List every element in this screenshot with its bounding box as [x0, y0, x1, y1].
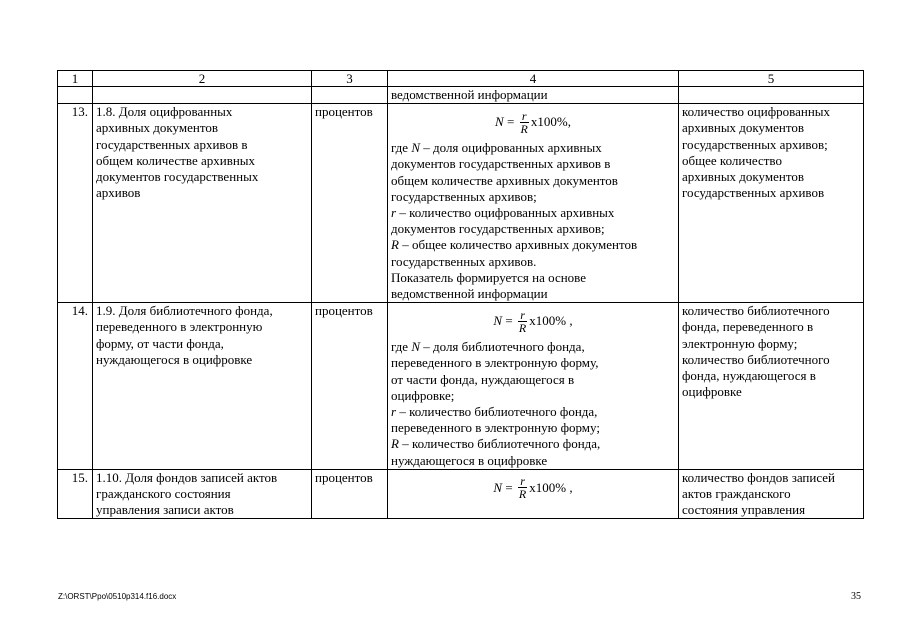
base-line: количество фондов записей [682, 469, 835, 485]
method-line: документов государственных архивов в [391, 156, 611, 172]
method-line: государственных архивов; [391, 188, 537, 204]
base-line: фонда, нуждающегося в [682, 368, 816, 384]
continuation-text: ведомственной информации [388, 87, 679, 104]
base-line: общее количество [682, 152, 782, 168]
base-line: архивных документов [682, 169, 804, 185]
indicator-line: архивов [96, 185, 141, 201]
base-indicators [679, 303, 864, 470]
method-line: государственных архивов. [391, 253, 537, 269]
formula-lhs: N [495, 114, 504, 130]
formula-eq: = [502, 479, 516, 495]
indicator-line: переведенного в электронную [96, 319, 263, 335]
base-line: архивных документов [682, 120, 804, 136]
row-number: 13. [58, 104, 93, 303]
formula-fraction [517, 475, 528, 500]
row-number: 15. [58, 469, 93, 519]
formula-lhs: N [493, 479, 503, 495]
method-line: R – общее количество архивных документов [391, 237, 638, 253]
method-line: где N – доля оцифрованных архивных [391, 140, 602, 156]
base-line: количество библиотечного [682, 303, 830, 319]
file-path: Z:\ORST\Ppo\0510p314.f16.docx [58, 592, 177, 601]
method-line: переведенного в электронную форму; [391, 420, 600, 436]
unit-of-measure: процентов [312, 303, 388, 470]
formula-numerator: r [521, 108, 527, 123]
formula-rhs: x100% [529, 313, 567, 329]
indicator-name [93, 104, 312, 303]
method-line: r – количество оцифрованных архивных [391, 205, 615, 221]
header-col-5: 5 [679, 71, 864, 87]
table-body [58, 104, 864, 519]
indicator-line: гражданского состояния [96, 486, 231, 502]
indicator-name [93, 469, 312, 519]
header-col-4: 4 [388, 71, 679, 87]
formula-numerator: r [520, 307, 525, 322]
method-line: где N – доля библиотечного фонда, [391, 339, 585, 355]
formula-eq: = [502, 313, 516, 329]
formula-lhs: N [493, 313, 503, 329]
formula [391, 470, 675, 506]
formula-rhs: x100% [529, 479, 567, 495]
indicator-line: архивных документов [96, 120, 218, 136]
indicator-line: государственных архивов в [96, 136, 248, 152]
header-col-1: 1 [58, 71, 93, 87]
method-line: переведенного в электронную форму, [391, 355, 599, 371]
method-line: документов государственных архивов; [391, 221, 605, 237]
formula-fraction [517, 309, 528, 334]
header-col-3: 3 [312, 71, 388, 87]
base-line: количество библиотечного [682, 351, 830, 367]
formula-denominator: R [520, 121, 528, 136]
indicator-line: документов государственных [96, 169, 259, 185]
indicator-line: 1.9. Доля библиотечного фонда, [96, 303, 273, 319]
base-line: актов гражданского [682, 486, 791, 502]
formula-numerator: r [520, 474, 525, 489]
unit-of-measure: процентов [312, 104, 388, 303]
method-line: нуждающегося в оцифровке [391, 452, 548, 468]
indicator-line: нуждающегося в оцифровке [96, 351, 253, 367]
base-indicators [679, 469, 864, 519]
calculation-method [388, 104, 679, 303]
base-line: количество оцифрованных [682, 104, 831, 120]
base-line: государственных архивов [682, 185, 825, 201]
formula-denominator: R [518, 320, 527, 335]
continuation-row [58, 87, 864, 104]
formula-denominator: R [518, 487, 527, 502]
method-line: ведомственной информации [391, 286, 548, 302]
indicator-line: форму, от части фонда, [96, 335, 224, 351]
base-line: фонда, переведенного в [682, 319, 814, 335]
formula-tail: , [567, 114, 571, 130]
base-line: государственных архивов; [682, 136, 828, 152]
table-row [58, 104, 864, 303]
method-line: Показатель формируется на основе [391, 269, 586, 285]
calculation-method [388, 303, 679, 470]
method-line: оцифровке; [391, 387, 455, 403]
base-indicators [679, 104, 864, 303]
base-line: состояния управления [682, 502, 806, 518]
table-row [58, 469, 864, 519]
indicator-table [57, 70, 864, 519]
header-row [58, 71, 864, 87]
formula-tail: , [566, 479, 573, 495]
formula-rhs: x100% [530, 114, 568, 130]
method-line: r – количество библиотечного фонда, [391, 404, 598, 420]
page-number: 35 [851, 591, 861, 602]
table-row [58, 303, 864, 470]
calculation-method [388, 469, 679, 519]
formula-eq: = [503, 114, 518, 130]
base-line: оцифровке [682, 384, 742, 400]
base-line: электронную форму; [682, 335, 798, 351]
unit-of-measure: процентов [312, 469, 388, 519]
formula [391, 104, 675, 140]
indicator-line: управления записи актов [96, 502, 234, 518]
formula [391, 303, 675, 339]
row-number: 14. [58, 303, 93, 470]
method-line: R – количество библиотечного фонда, [391, 436, 601, 452]
indicator-name [93, 303, 312, 470]
method-line: общем количестве архивных документов [391, 172, 618, 188]
formula-tail: , [566, 313, 573, 329]
indicator-line: 1.10. Доля фондов записей актов [96, 469, 278, 485]
header-col-2: 2 [93, 71, 312, 87]
formula-fraction [519, 110, 530, 135]
method-line: от части фонда, нуждающегося в [391, 371, 575, 387]
indicator-line: общем количестве архивных [96, 152, 256, 168]
indicator-line: 1.8. Доля оцифрованных [96, 104, 233, 120]
